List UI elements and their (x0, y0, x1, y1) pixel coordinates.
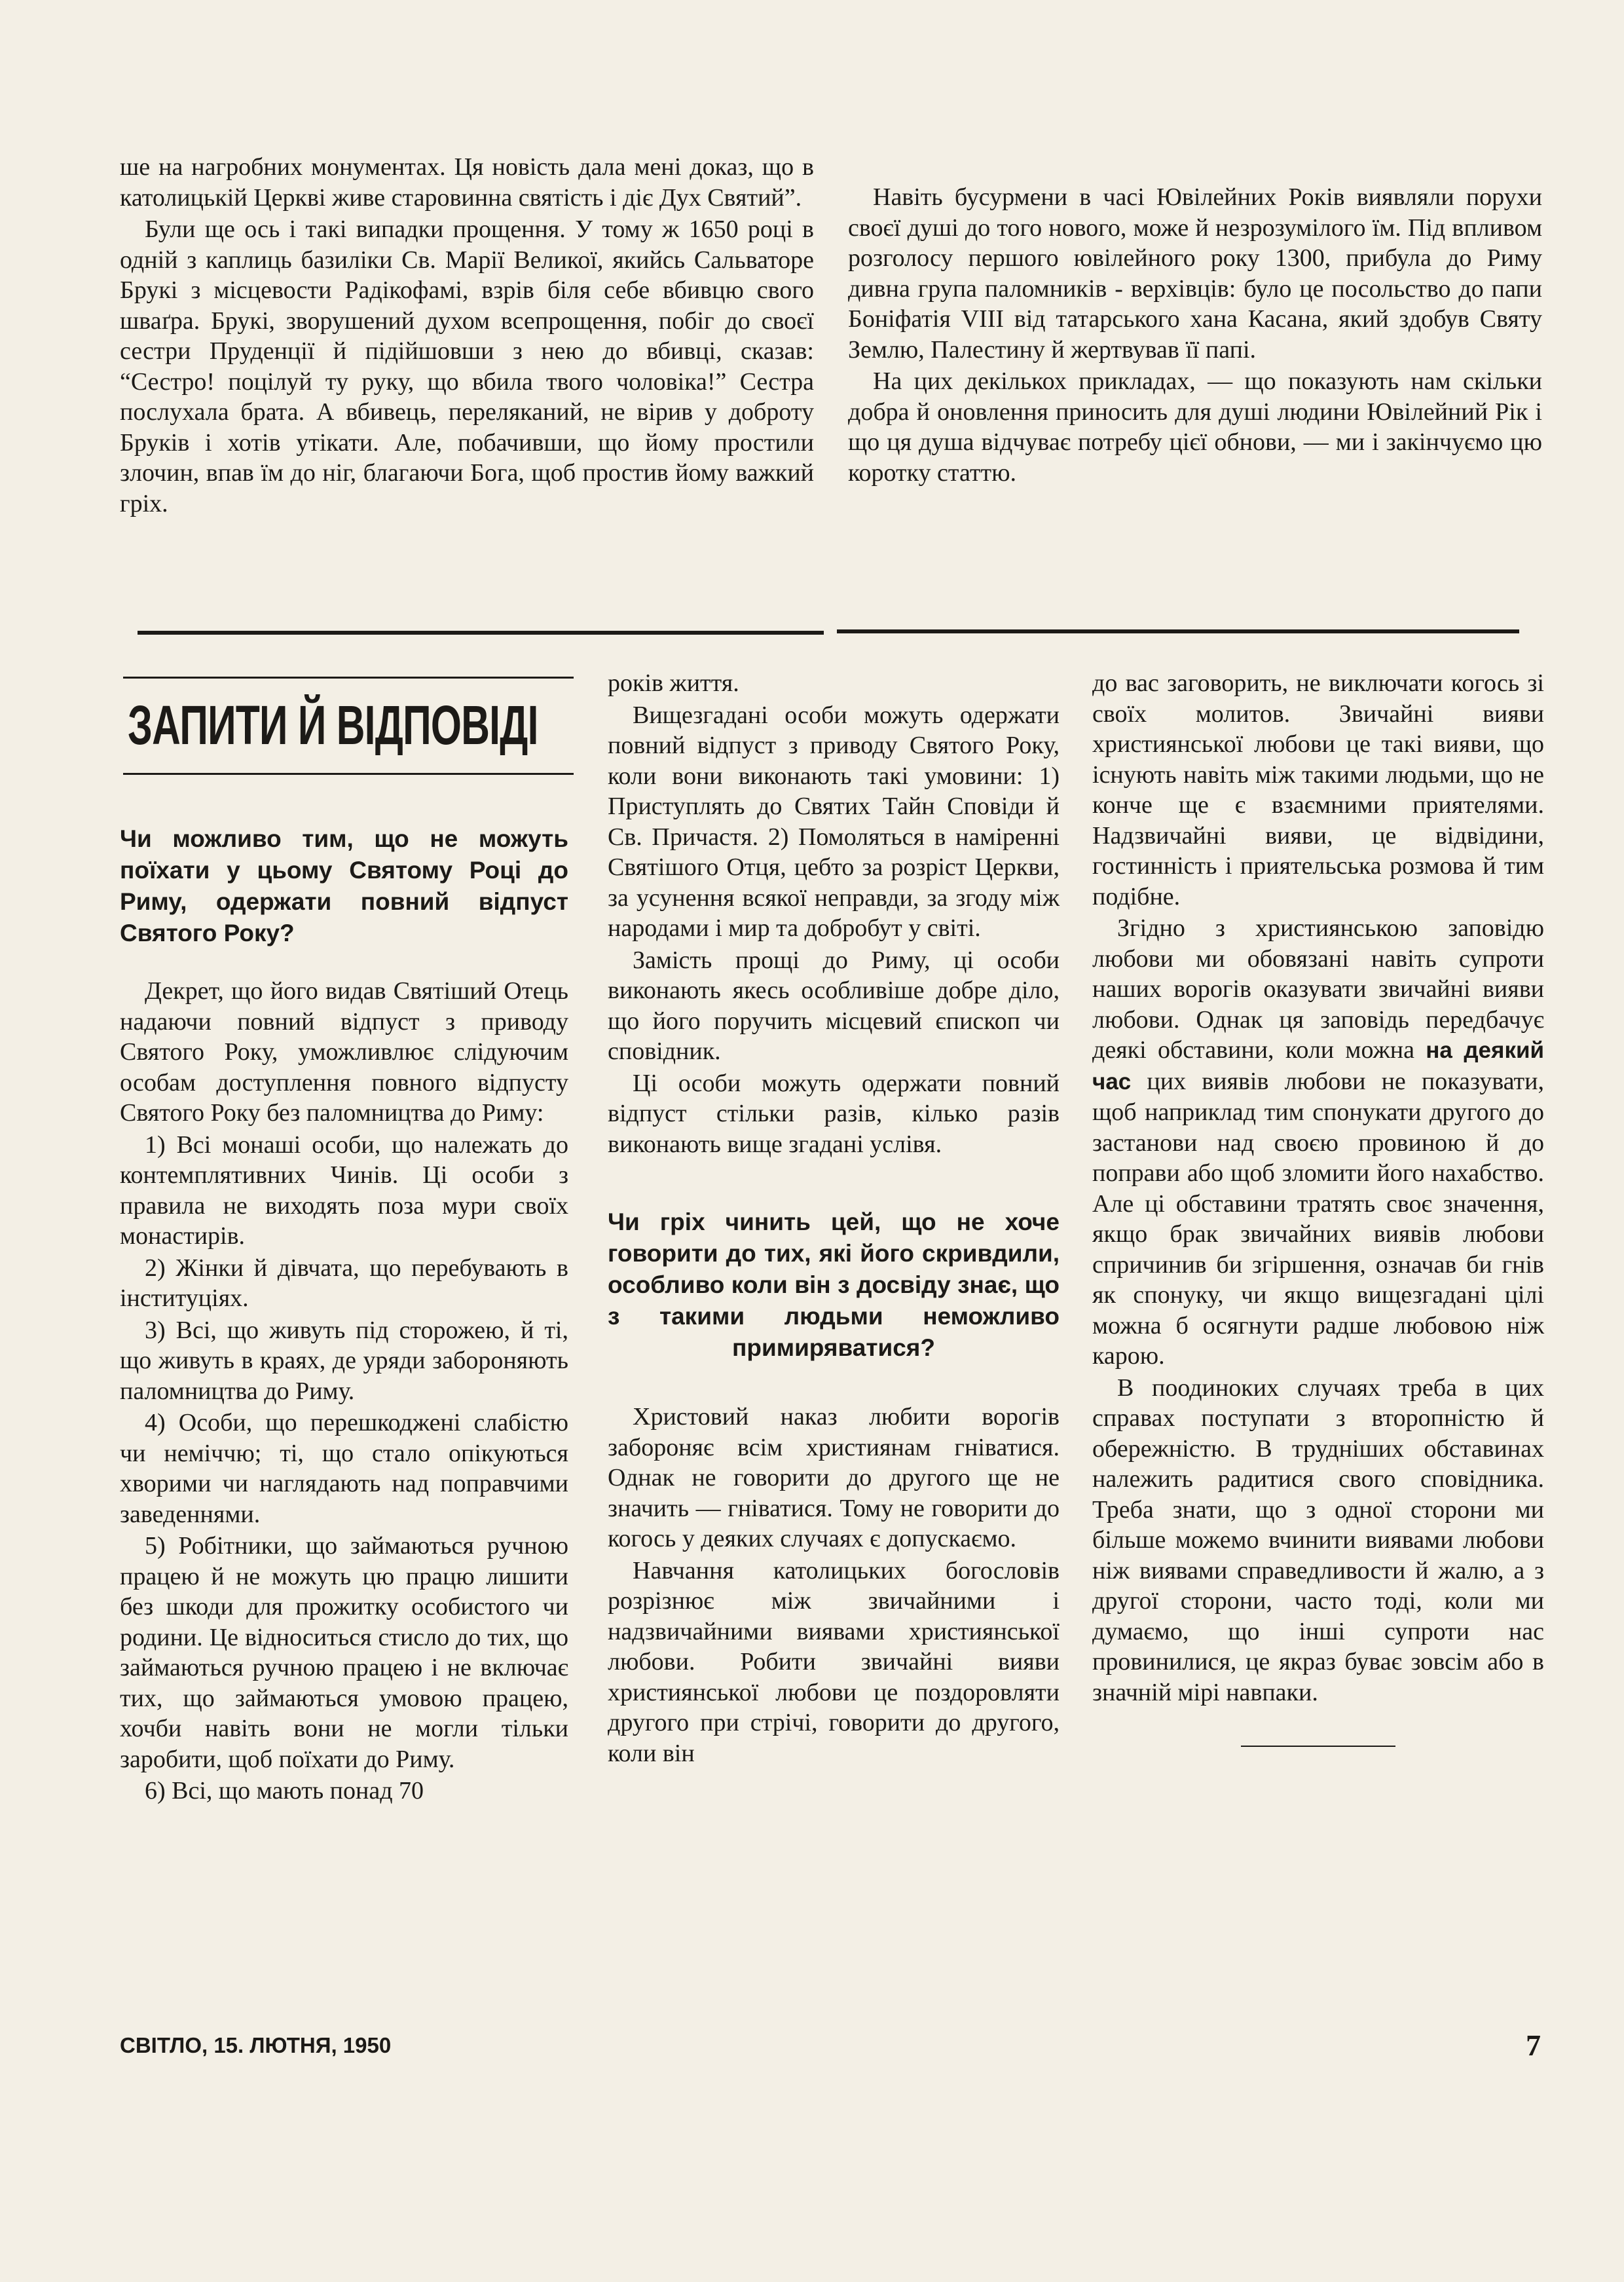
answer-1-item-5: 5) Робітники, що займаються ручною працею й не можуть цю працю лишити без шкоди для прожитку особистого чи родини. Це відноситься стисло до тих, що займаються ручною працею і не включає тих, що займаються умовою працею, хочби навіть вони не могли тільки заробити, щоб поїхати до Риму. (120, 1532, 568, 1773)
answer-1-continued-2: Вищезгадані особи можуть одержати повний відпуст з приводу Святого Року, коли вони виконають такі умовини: 1) Приступлять до Святих Тайн Сповіди й Св. Причастя. 2) Помоляться в наміренні Святішого Отця, цебто за розріст Церкви, за усунення всякої неправди, за згоду між народами і мир та добробут у світі. (608, 701, 1060, 942)
top-left-paragraph-1: ше на нагробних монументах. Ця новість дала мені доказ, що в католицькій Церкві живе старовинна святість і діє Дух Святий”. (120, 153, 814, 212)
answer-2-continued-2 (1092, 913, 1544, 1372)
answer-2-continued-1: до вас заговорить, не виключати когось зі своїх молитов. Звичайні вияви християнської любови це такі вияви, що існують навіть між такими людьми, що не конче ще є взаємними приятелями. Надзвичайні вияви, це відвідини, гостинність і приятельська розмова й тим подібне. (1092, 669, 1544, 910)
section-divider-left (138, 631, 824, 635)
top-right-column (848, 182, 1542, 488)
answer-2-continued-2-a: Згідно з християнською заповідю любови ми обовязані навіть супроти наших ворогів оказувати звичайні вияви любови. Однак ця заповідь передбачує деякі обставини, коли можна (1092, 914, 1544, 1064)
question-2: Чи гріх чинить цей, що не хоче говорити до тих, які його скривдили, особливо коли він з досвіду знає, що з такими людьми неможливо примиряватися? (608, 1208, 1060, 1361)
answer-1-continued-1: років життя. (608, 669, 739, 697)
answer-1-paragraph: Декрет, що його видав Святіший Отець надаючи повний відпуст з приводу Святого Року, уможливлює слідуючим особам доступлення повного відпусту Святого Року без паломництва до Риму: (120, 977, 568, 1127)
answer-2-paragraph-1: Христовий наказ любити ворогів забороняє всім християнам гніватися. Однак не говорити до другого ще не значить — гніватися. Тому не говорити до когось у деяких случаях є допускаємо. (608, 1403, 1060, 1552)
top-right-paragraph-2: На цих декількох прикладах, — що показують нам скільки добра й оновлення приносить для душі людини Ювілейний Рік і що ця душа відчуває потребу цієї обнови, — ми і закінчуємо цю коротку статтю. (848, 367, 1542, 487)
answer-1-item-3: 3) Всі, що живуть під сторожею, й ті, що живуть в краях, де уряди забороняють паломництва до Риму. (120, 1316, 568, 1405)
answer-1-item-4: 4) Особи, що перешкоджені слабістю чи неміччю; ті, що стало опікуються хворими чи наглядають над поправчими заведеннями. (120, 1409, 568, 1528)
answer-2-continued-3: В поодиноких случаях треба в цих справах поступати з второпністю й обережністю. В трудніших обставинах належить радитися свого сповідника. Треба знати, що з одної сторони ми більше можемо вчинити виявами любови ніж виявами справедливости й жалю, а з другої сторони, часто тоді, коли ми думаємо, що інші супроти нас провинилися, це якраз буває зовсім або в значній мірі навпаки. (1092, 1374, 1544, 1706)
answer-2-continued-2-b: цих виявів любови не показувати, щоб наприклад тим спонукати другого до застанови над своєю провиною й до поправи або щоб зломити його нахабство. Але ці обставини тратять своє значення, якщо брак звичайних виявів любови спричинив би згіршення, означав би гнів як спонуку, чи якщо вищезгадані цілі можна б осягнути радше любовою ніж карою. (1092, 1067, 1544, 1370)
rubric-bottom-rule (123, 773, 574, 775)
answer-1-continued-3: Замість прощі до Риму, ці особи виконають якесь особливіше добре діло, що його поручить місцевий єпископ чи сповідник. (608, 946, 1060, 1065)
section-divider-right (837, 629, 1519, 633)
top-left-column (120, 152, 814, 519)
masthead-footer: СВІТЛО, 15. ЛЮТНЯ, 1950 (120, 2033, 392, 2057)
column-2 (608, 668, 1060, 1768)
answer-1-continued-4: Ці особи можуть одержати повний відпуст стільки разів, кілько разів виконають вище згадані услівя. (608, 1069, 1060, 1158)
page-number: 7 (1526, 2029, 1541, 2062)
end-of-article-rule (1241, 1746, 1395, 1747)
answer-1 (120, 976, 568, 1806)
answer-2-paragraph-2: Навчання католицьких богословів розрізнює між звичайними і надзвичайними виявами християнської любови. Робити звичайні вияви християнської любови це поздоровляти другого при стрічі, говорити до другого, коли він (608, 1556, 1060, 1767)
top-left-paragraph-2: Були ще ось і такі випадки прощення. У тому ж 1650 році в одній з каплиць базиліки Св. Марії Великої, якийсь Сальваторе Брукі з місцевости Радікофамі, взрів біля себе вбивцю свого шваґра. Брукі, зворушений духом всепрощення, побіг до своєї сестри Пруденції й підійшовши з нею до вбивці, сказав: “Сестро! поцілуй ту руку, що вбила твого чоловіка!” Сестра послухала брата. А вбивець, переляканий, не вірив у доброту Бруків і хотів утікати. Але, побачивши, що йому простили злочин, впав їм до ніг, благаючи Бога, щоб простив йому важкий гріх. (120, 215, 814, 517)
section-title: ЗАПИТИ Й ВІДПОВІДІ (128, 694, 538, 756)
rubric-top-rule (123, 677, 574, 679)
answer-2 (608, 1402, 1060, 1768)
emphasis-text: на деякий час (1092, 1038, 1544, 1094)
answer-1-item-6: 6) Всі, що мають понад 70 (145, 1777, 424, 1805)
question-1: Чи можливо тим, що не можуть поїхати у цьому Святому Році до Риму, одержати повний відпуст Святого Року? (120, 825, 568, 946)
answer-1-item-2: 2) Жінки й дівчата, що перебувають в інституціях. (120, 1254, 568, 1312)
top-right-paragraph-1: Навіть бусурмени в часі Ювілейних Років виявляли порухи своєї душі до того нового, може й незрозумілого їм. Під впливом розголосу першого ювілейного року 1300, прибула до Риму дивна група паломників - верхівців: було це посольство до папи Боніфатія VIII від татарського хана Касана, який здобув Святу Землю, Палестину й жертвував її папі. (848, 183, 1542, 364)
column-3 (1092, 668, 1544, 1747)
answer-1-item-1: 1) Всі монаші особи, що належать до контемплятивних Чинів. Ці особи з правила не виходять поза мури своїх монастирів. (120, 1131, 568, 1250)
